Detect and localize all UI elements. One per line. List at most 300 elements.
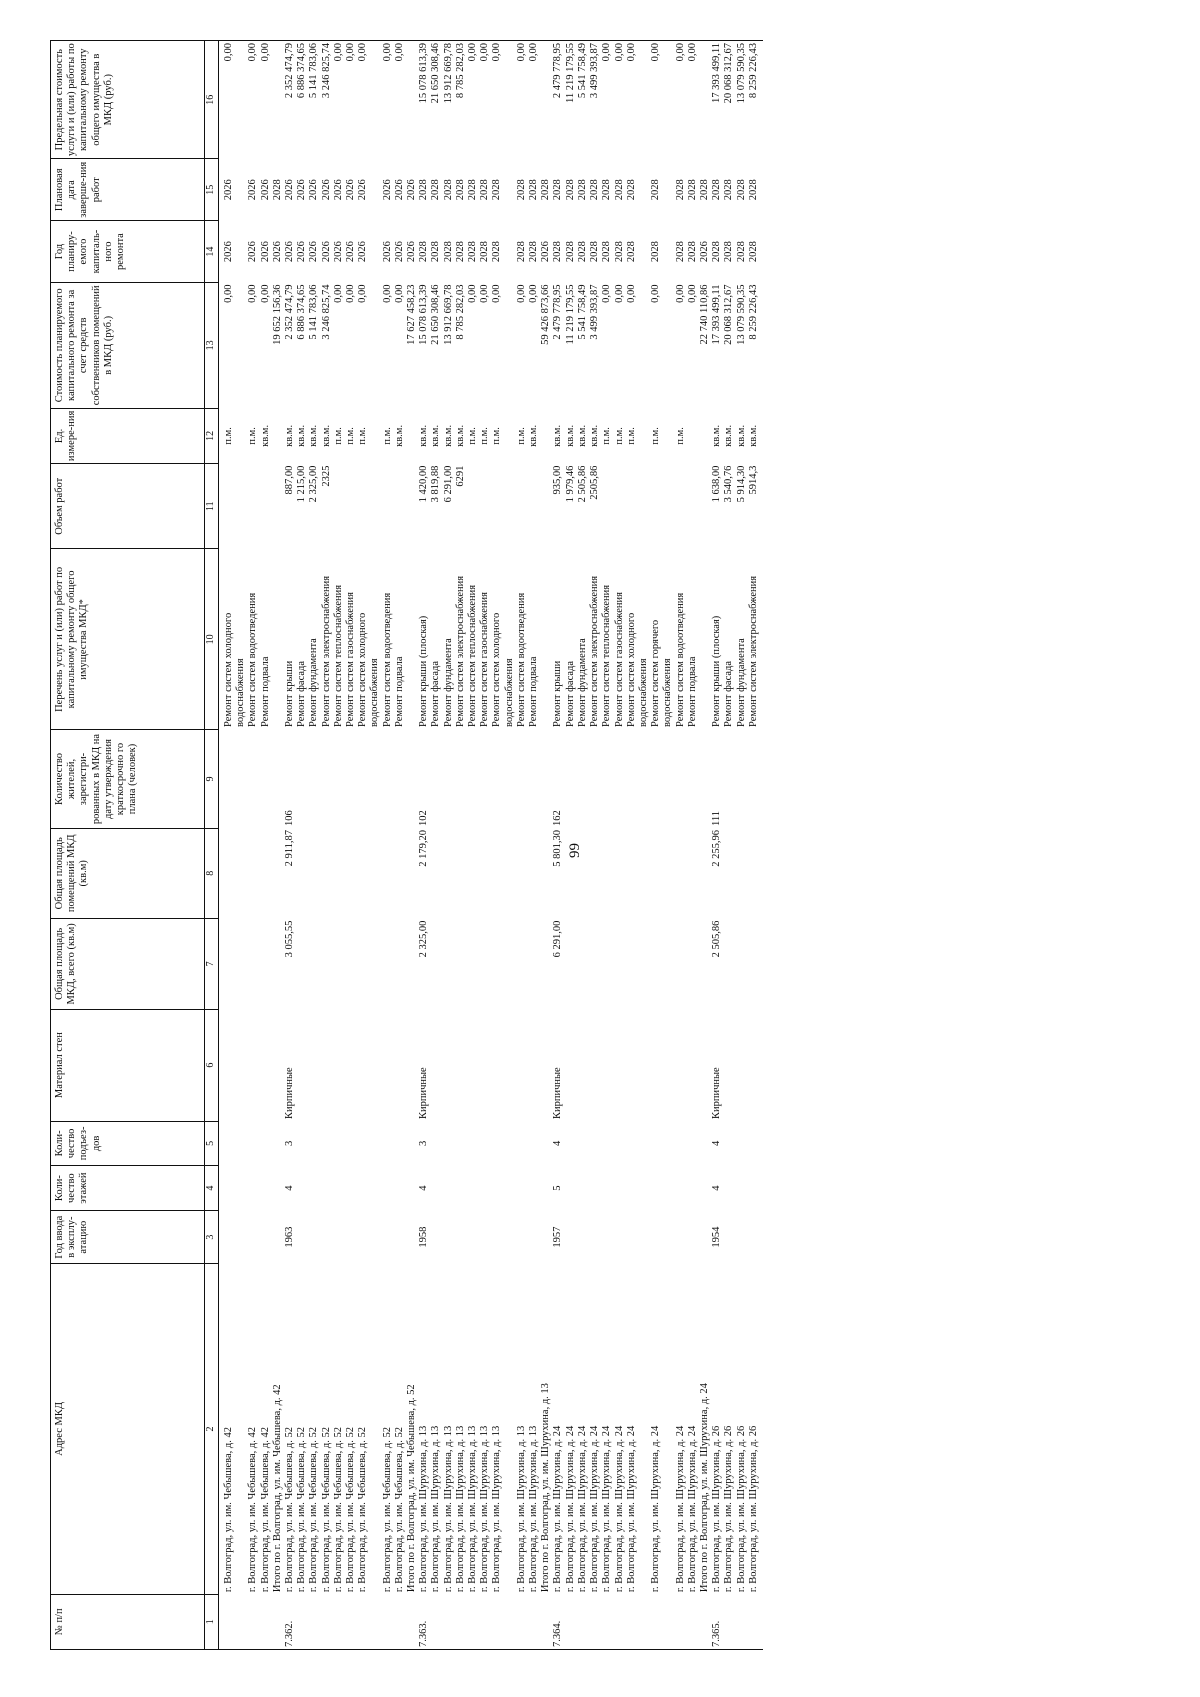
cell-row-number: 7.364. xyxy=(552,1594,564,1649)
column-number-6: 6 xyxy=(205,1009,219,1121)
column-header-13: Стоимость планируемого капитального ремонта за счет средств собственников помещений в МКД (руб.) xyxy=(51,282,205,408)
column-number-4: 4 xyxy=(205,1166,219,1211)
cell-unit xyxy=(699,408,711,463)
cell-floors xyxy=(479,1166,491,1211)
cell-planned-year: 2028 xyxy=(430,241,442,263)
cell-work-item: Ремонт систем холодного водоснабжения xyxy=(223,612,247,727)
cell-work-volume xyxy=(247,464,259,549)
cell-completion-date: 2028 xyxy=(576,179,588,201)
cell-wall-material xyxy=(406,1009,418,1121)
cell-residents xyxy=(219,730,248,828)
cell-work-item: Ремонт фундамента xyxy=(442,638,454,727)
cell-planned-year: 2026 xyxy=(540,241,552,263)
cell-floors xyxy=(748,1166,763,1211)
cell-floors xyxy=(565,1166,577,1211)
capital-repair-table xyxy=(50,40,763,1650)
table-row xyxy=(528,41,540,1650)
cell-residents xyxy=(687,730,699,828)
cell-row-number xyxy=(333,1594,345,1649)
cell-max-cost: 0,00 xyxy=(260,41,272,159)
cell-total-area xyxy=(491,919,515,1010)
cell-row-number xyxy=(443,1594,455,1649)
cell-work-item: Ремонт систем холодного водоснабжения xyxy=(491,612,515,727)
cell-floors xyxy=(675,1166,687,1211)
cell-max-cost: 0,00 xyxy=(650,41,674,159)
cell-work-volume: 6291 xyxy=(454,465,466,487)
cell-address: г. Волгоград, ул. им. Чебышева, д. 52 xyxy=(332,1427,344,1593)
cell-floors xyxy=(296,1166,308,1211)
cell-work-volume: 2505,86 xyxy=(589,465,601,500)
cell-premises-area xyxy=(308,828,320,919)
cell-address: г. Волгоград, ул. им. Шурухина, д. 24 xyxy=(576,1425,588,1593)
cell-premises-area: 2 911,87 xyxy=(284,830,296,867)
cell-year-built: 1954 xyxy=(711,1226,723,1248)
cell-planned-year: 2026 xyxy=(393,241,405,263)
table-row xyxy=(552,41,564,1650)
cell-year-built xyxy=(443,1211,455,1264)
cell-completion-date: 2026 xyxy=(345,179,357,201)
cell-completion-date: 2028 xyxy=(564,179,576,201)
cell-work-item: Ремонт подвала xyxy=(259,656,271,727)
cell-work-item xyxy=(540,549,552,730)
cell-planned-year: 2026 xyxy=(223,241,234,263)
cell-work-volume xyxy=(357,464,381,549)
cell-max-cost xyxy=(406,41,418,159)
cell-premises-area xyxy=(455,828,467,919)
cell-work-item: Ремонт систем холодного водоснабжения xyxy=(625,612,649,727)
cell-completion-date: 2028 xyxy=(430,179,442,201)
cell-entrances xyxy=(516,1121,528,1166)
cell-premises-area xyxy=(540,828,552,919)
cell-wall-material xyxy=(247,1009,259,1121)
cell-premises-area xyxy=(430,828,442,919)
column-number-3: 3 xyxy=(205,1211,219,1264)
cell-address: г. Волгоград, ул. им. Шурухина, д. 26 xyxy=(747,1425,759,1593)
cell-address: г. Волгоград, ул. им. Чебышева, д. 42 xyxy=(223,1427,234,1593)
cell-planned-cost: 3 499 393,87 xyxy=(589,284,601,340)
column-header-8: Общая площадь помещений МКД (кв.м) xyxy=(51,828,205,919)
column-number-8: 8 xyxy=(205,828,219,919)
cell-entrances xyxy=(723,1121,735,1166)
cell-work-item: Ремонт фасада xyxy=(723,660,735,727)
cell-completion-date: 2026 xyxy=(320,179,332,201)
cell-premises-area xyxy=(296,828,308,919)
cell-floors xyxy=(247,1166,259,1211)
cell-max-cost: 8 259 226,43 xyxy=(748,41,763,159)
cell-row-number xyxy=(247,1594,259,1649)
column-number-11: 11 xyxy=(205,464,219,549)
cell-work-volume xyxy=(406,464,418,549)
table-row xyxy=(467,41,479,1650)
cell-floors xyxy=(736,1166,748,1211)
cell-year-built xyxy=(528,1211,540,1264)
cell-residents xyxy=(589,730,601,828)
cell-wall-material xyxy=(455,1009,467,1121)
cell-premises-area xyxy=(601,828,613,919)
cell-row-number xyxy=(589,1594,601,1649)
column-number-7: 7 xyxy=(205,919,219,1010)
cell-planned-cost: 2 479 778,95 xyxy=(552,284,564,340)
cell-total-area xyxy=(296,919,308,1010)
cell-completion-date: 2026 xyxy=(381,179,393,201)
cell-entrances xyxy=(219,1121,248,1166)
cell-floors xyxy=(430,1166,442,1211)
cell-work-volume: 1 420,00 xyxy=(418,465,430,503)
cell-wall-material: Кирпичные xyxy=(418,1067,430,1120)
cell-entrances xyxy=(699,1121,711,1166)
cell-completion-date: 2028 xyxy=(747,179,759,201)
cell-floors xyxy=(345,1166,357,1211)
cell-completion-date: 2026 xyxy=(393,179,405,201)
cell-work-item xyxy=(699,549,711,730)
cell-premises-area xyxy=(565,828,577,919)
cell-planned-cost: 13 912 669,78 xyxy=(442,284,454,345)
cell-total-area xyxy=(467,919,479,1010)
cell-unit: п.м. xyxy=(223,427,234,445)
cell-max-cost xyxy=(699,41,711,159)
cell-year-built xyxy=(247,1211,259,1264)
cell-floors: 4 xyxy=(711,1185,723,1191)
cell-work-item: Ремонт систем теплоснабжения xyxy=(467,584,479,727)
cell-completion-date: 2028 xyxy=(515,179,527,201)
cell-work-item: Ремонт подвала xyxy=(393,656,405,727)
cell-total-area: 2 505,86 xyxy=(711,920,723,958)
cell-entrances xyxy=(394,1121,406,1166)
cell-residents xyxy=(491,730,515,828)
table-row xyxy=(479,41,491,1650)
cell-max-cost: 0,00 xyxy=(614,41,626,159)
cell-row-number xyxy=(577,1594,589,1649)
cell-total-area xyxy=(219,919,248,1010)
cell-planned-cost: 0,00 xyxy=(650,284,662,303)
cell-residents xyxy=(626,730,650,828)
cell-floors xyxy=(699,1166,711,1211)
cell-unit: кв.м. xyxy=(576,424,588,447)
cell-row-number: 7.363. xyxy=(418,1594,430,1649)
cell-planned-year: 2026 xyxy=(247,241,259,263)
cell-work-item: Ремонт систем водоотведения xyxy=(247,592,259,727)
cell-row-number xyxy=(345,1594,357,1649)
cell-work-volume xyxy=(260,464,272,549)
cell-unit: кв.м. xyxy=(552,424,564,447)
cell-work-item: Ремонт фасада xyxy=(564,660,576,727)
cell-wall-material xyxy=(601,1009,613,1121)
cell-planned-year: 2028 xyxy=(515,241,527,263)
cell-work-volume xyxy=(699,464,711,549)
cell-planned-cost: 0,00 xyxy=(259,284,271,303)
cell-planned-cost: 0,00 xyxy=(247,284,259,303)
cell-total-area xyxy=(723,919,735,1010)
cell-row-number xyxy=(516,1594,528,1649)
cell-address: г. Волгоград, ул. им. Чебышева, д. 42 xyxy=(247,1427,259,1593)
column-number-10: 10 xyxy=(205,549,219,730)
cell-address: г. Волгоград, ул. им. Чебышева, д. 52 xyxy=(345,1427,357,1593)
cell-entrances xyxy=(345,1121,357,1166)
cell-address: Итого по г. Волгоград, ул. им. Чебышева, д. 42 xyxy=(271,1384,283,1593)
cell-address: г. Волгоград, ул. им. Шурухина, д. 24 xyxy=(552,1425,564,1593)
cell-premises-area: 2 255,96 xyxy=(711,830,723,867)
column-number-9: 9 xyxy=(205,730,219,828)
cell-premises-area xyxy=(687,828,699,919)
cell-work-item xyxy=(272,549,284,730)
cell-address: г. Волгоград, ул. им. Шурухина, д. 26 xyxy=(735,1425,747,1593)
cell-unit: п.м. xyxy=(357,427,369,445)
cell-year-built xyxy=(321,1211,333,1264)
cell-entrances xyxy=(491,1121,515,1166)
column-number-5: 5 xyxy=(205,1121,219,1166)
cell-entrances xyxy=(626,1121,650,1166)
cell-unit: кв.м. xyxy=(418,424,430,447)
cell-total-area xyxy=(357,919,381,1010)
cell-work-volume xyxy=(540,464,552,549)
cell-year-built xyxy=(540,1211,552,1264)
cell-row-number xyxy=(394,1594,406,1649)
cell-address: г. Волгоград, ул. им. Шурухина, д. 13 xyxy=(454,1425,466,1593)
cell-row-number xyxy=(491,1594,515,1649)
cell-address: г. Волгоград, ул. им. Чебышева, д. 52 xyxy=(393,1427,405,1593)
cell-work-item: Ремонт крыши xyxy=(284,660,296,727)
cell-residents xyxy=(540,730,552,828)
cell-row-number xyxy=(272,1594,284,1649)
cell-unit: кв.м. xyxy=(564,424,576,447)
cell-total-area xyxy=(430,919,442,1010)
cell-premises-area xyxy=(748,828,763,919)
table-row xyxy=(601,41,613,1650)
cell-planned-year: 2026 xyxy=(406,241,418,263)
cell-max-cost: 5 541 758,49 xyxy=(577,41,589,159)
cell-address: г. Волгоград, ул. им. Шурухина, д. 13 xyxy=(442,1425,454,1593)
cell-work-volume xyxy=(528,464,540,549)
cell-entrances xyxy=(308,1121,320,1166)
table-row xyxy=(357,41,381,1650)
cell-entrances xyxy=(247,1121,259,1166)
cell-row-number xyxy=(565,1594,577,1649)
cell-total-area xyxy=(321,919,333,1010)
cell-work-item: Ремонт систем газоснабжения xyxy=(479,592,491,727)
cell-address: г. Волгоград, ул. им. Шурухина, д. 24 xyxy=(601,1425,613,1593)
cell-row-number xyxy=(296,1594,308,1649)
cell-planned-year: 2028 xyxy=(552,241,564,263)
cell-planned-year: 2028 xyxy=(686,241,698,263)
cell-work-item: Ремонт фасада xyxy=(296,660,308,727)
cell-wall-material xyxy=(382,1009,394,1121)
cell-max-cost: 0,00 xyxy=(528,41,540,159)
cell-planned-cost: 13 079 590,35 xyxy=(735,284,747,345)
cell-total-area xyxy=(260,919,272,1010)
cell-total-area xyxy=(687,919,699,1010)
cell-address: г. Волгоград, ул. им. Чебышева, д. 52 xyxy=(296,1427,308,1593)
cell-row-number xyxy=(430,1594,442,1649)
table-row xyxy=(626,41,650,1650)
page-number: 99 xyxy=(567,843,583,858)
cell-residents xyxy=(406,730,418,828)
cell-address: Итого по г. Волгоград, ул. им. Шурухина, д. 13 xyxy=(540,1383,552,1593)
cell-completion-date: 2028 xyxy=(613,179,625,201)
cell-premises-area xyxy=(443,828,455,919)
cell-unit: п.м. xyxy=(345,427,357,445)
cell-completion-date: 2026 xyxy=(259,179,271,201)
cell-year-built xyxy=(406,1211,418,1264)
cell-planned-cost: 0,00 xyxy=(223,284,234,303)
cell-completion-date: 2028 xyxy=(271,179,283,201)
cell-max-cost: 13 912 669,78 xyxy=(443,41,455,159)
cell-wall-material xyxy=(516,1009,528,1121)
cell-wall-material xyxy=(333,1009,345,1121)
column-header-16: Предельная стоимость услуги и (или) работы по капитальному ремонту общего имущества в МКД (руб.) xyxy=(51,41,205,159)
column-header-1: № п/п xyxy=(51,1594,205,1649)
cell-address: г. Волгоград, ул. им. Шурухина, д. 24 xyxy=(589,1425,601,1593)
cell-work-item: Ремонт систем горячего водоснабжения xyxy=(650,619,674,727)
cell-row-number xyxy=(357,1594,381,1649)
cell-entrances xyxy=(382,1121,394,1166)
cell-residents xyxy=(443,730,455,828)
cell-residents xyxy=(650,730,674,828)
cell-total-area xyxy=(247,919,259,1010)
cell-residents xyxy=(601,730,613,828)
cell-max-cost xyxy=(272,41,284,159)
cell-premises-area xyxy=(650,828,674,919)
cell-work-item: Ремонт систем газоснабжения xyxy=(345,592,357,727)
cell-unit: кв.м. xyxy=(711,424,723,447)
cell-planned-cost: 22 740 110,86 xyxy=(698,284,710,345)
cell-wall-material xyxy=(699,1009,711,1121)
cell-floors xyxy=(260,1166,272,1211)
cell-unit: кв.м. xyxy=(454,424,466,447)
cell-planned-cost: 17 627 458,23 xyxy=(406,284,418,345)
table-row xyxy=(614,41,626,1650)
cell-row-number xyxy=(528,1594,540,1649)
cell-max-cost: 13 079 590,35 xyxy=(736,41,748,159)
cell-year-built xyxy=(699,1211,711,1264)
cell-premises-area xyxy=(321,828,333,919)
cell-floors xyxy=(491,1166,515,1211)
cell-residents: 102 xyxy=(418,810,430,827)
cell-row-number: 7.365. xyxy=(711,1594,723,1649)
cell-year-built xyxy=(345,1211,357,1264)
cell-planned-year: 2028 xyxy=(650,241,662,263)
table-row xyxy=(345,41,357,1650)
cell-planned-year: 2026 xyxy=(381,241,393,263)
cell-total-area: 3 055,55 xyxy=(284,920,296,958)
cell-total-area xyxy=(272,919,284,1010)
cell-total-area xyxy=(577,919,589,1010)
cell-entrances xyxy=(650,1121,674,1166)
cell-year-built xyxy=(467,1211,479,1264)
cell-planned-year: 2028 xyxy=(747,241,759,263)
cell-year-built xyxy=(589,1211,601,1264)
table-body xyxy=(219,41,763,1650)
cell-floors xyxy=(467,1166,479,1211)
cell-floors xyxy=(626,1166,650,1211)
cell-premises-area xyxy=(516,828,528,919)
cell-address: г. Волгоград, ул. им. Шурухина, д. 13 xyxy=(418,1425,430,1593)
table-row xyxy=(516,41,528,1650)
cell-year-built: 1958 xyxy=(418,1226,430,1248)
cell-work-item: Ремонт систем электроснабжения xyxy=(747,575,759,727)
cell-entrances xyxy=(430,1121,442,1166)
cell-row-number xyxy=(748,1594,763,1649)
cell-completion-date: 2028 xyxy=(735,179,747,201)
column-header-11: Объем работ xyxy=(51,464,205,549)
table-row xyxy=(308,41,320,1650)
cell-premises-area: 2 179,20 xyxy=(418,830,430,867)
cell-row-number xyxy=(479,1594,491,1649)
cell-premises-area xyxy=(723,828,735,919)
cell-residents xyxy=(272,730,284,828)
cell-floors xyxy=(219,1166,248,1211)
cell-unit xyxy=(540,408,552,463)
cell-row-number xyxy=(219,1594,248,1649)
cell-work-volume xyxy=(333,464,345,549)
cell-entrances xyxy=(687,1121,699,1166)
cell-row-number xyxy=(601,1594,613,1649)
cell-total-area xyxy=(382,919,394,1010)
cell-max-cost: 8 785 282,03 xyxy=(455,41,467,159)
cell-entrances: 4 xyxy=(711,1140,723,1147)
cell-entrances: 3 xyxy=(418,1140,430,1147)
cell-premises-area xyxy=(577,828,589,919)
cell-planned-year: 2028 xyxy=(528,241,540,263)
cell-unit: кв.м. xyxy=(747,424,759,447)
cell-wall-material: Кирпичные xyxy=(552,1067,564,1120)
table-row xyxy=(284,41,296,1650)
cell-residents: 106 xyxy=(284,810,296,827)
table-row xyxy=(394,41,406,1650)
cell-entrances: 4 xyxy=(552,1140,564,1147)
cell-year-built xyxy=(382,1211,394,1264)
table-row xyxy=(443,41,455,1650)
cell-planned-year: 2028 xyxy=(564,241,576,263)
cell-address: Итого по г. Волгоград, ул. им. Шурухина, д. 24 xyxy=(698,1383,710,1593)
cell-wall-material xyxy=(491,1009,515,1121)
table-row xyxy=(272,41,284,1650)
cell-planned-cost: 11 219 179,55 xyxy=(564,284,576,345)
cell-wall-material xyxy=(748,1009,763,1121)
cell-residents xyxy=(455,730,467,828)
cell-work-item: Ремонт фундамента xyxy=(576,638,588,727)
table-row xyxy=(748,41,763,1650)
cell-floors xyxy=(455,1166,467,1211)
table-row xyxy=(565,41,577,1650)
cell-year-built xyxy=(272,1211,284,1264)
cell-unit: кв.м. xyxy=(528,424,540,447)
cell-work-volume xyxy=(345,464,357,549)
cell-work-item xyxy=(406,549,418,730)
cell-premises-area xyxy=(479,828,491,919)
cell-floors: 5 xyxy=(552,1185,564,1191)
cell-planned-year: 2026 xyxy=(296,241,308,263)
cell-floors xyxy=(723,1166,735,1211)
cell-planned-year: 2028 xyxy=(711,241,723,263)
cell-completion-date: 2028 xyxy=(686,179,698,201)
cell-entrances xyxy=(577,1121,589,1166)
cell-unit: п.м. xyxy=(247,427,259,445)
cell-planned-year: 2026 xyxy=(308,241,320,263)
cell-total-area: 2 325,00 xyxy=(418,920,430,958)
table-row xyxy=(675,41,687,1650)
cell-work-volume: 2 325,00 xyxy=(308,465,320,503)
cell-planned-cost: 0,00 xyxy=(625,284,637,303)
cell-total-area xyxy=(406,919,418,1010)
cell-floors: 4 xyxy=(418,1185,430,1191)
cell-premises-area xyxy=(736,828,748,919)
cell-work-item: Ремонт фасада xyxy=(430,660,442,727)
table-row xyxy=(589,41,601,1650)
cell-floors xyxy=(516,1166,528,1211)
cell-wall-material: Кирпичные xyxy=(284,1067,296,1120)
cell-max-cost: 0,00 xyxy=(687,41,699,159)
cell-wall-material xyxy=(272,1009,284,1121)
